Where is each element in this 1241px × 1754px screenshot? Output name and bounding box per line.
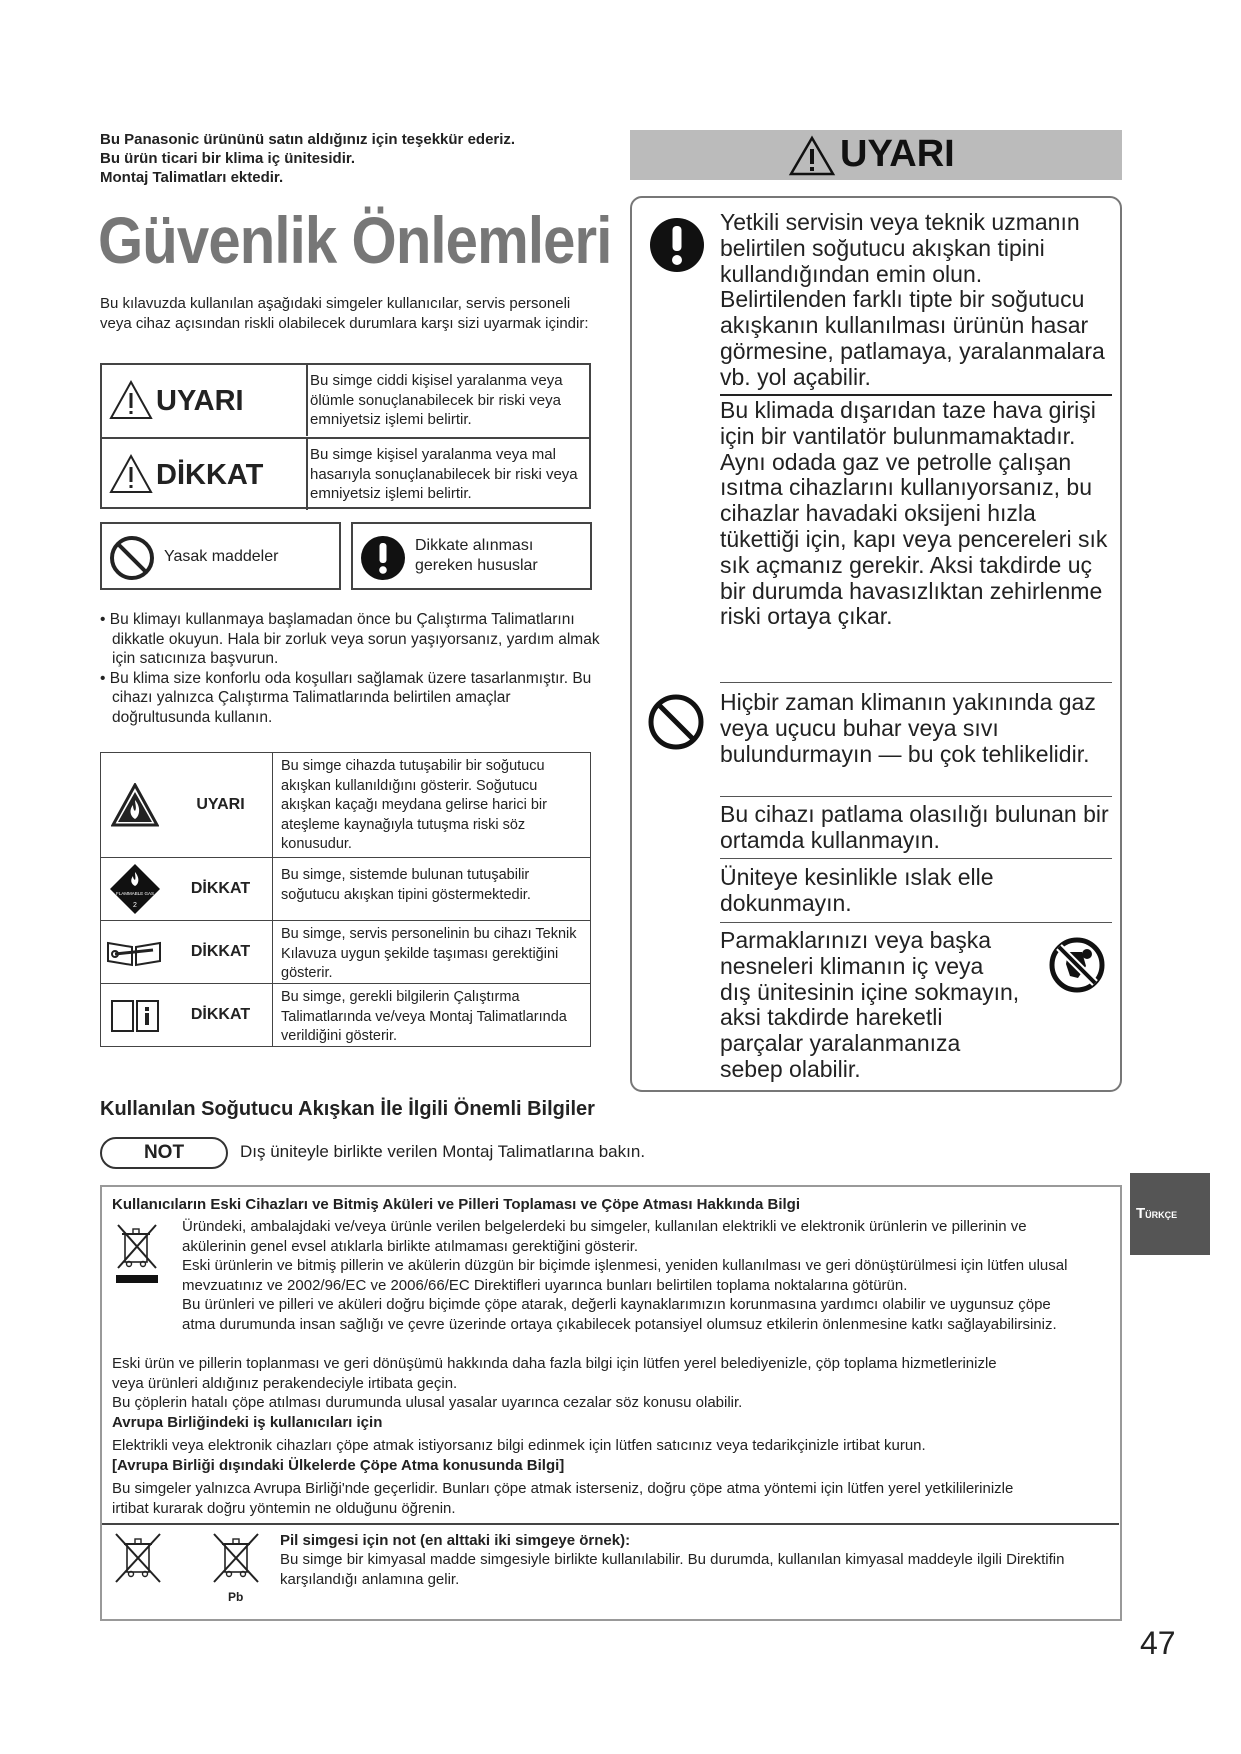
disposal-eu-text: Elektrikli veya elektronik cihazları çöpe atmak istiyorsanız bilgi edinmek için lütfen satıcınız veya tedarikçinizle irtibat kurun.: [112, 1437, 926, 1454]
table-label: UYARI: [169, 753, 273, 857]
disposal-para-3: Bu ürünleri ve pilleri ve aküleri doğru biçimde çöpe atarak, değerli kaynaklarımızın korunmasına yardımcı olabilir ve uygunsuz çöpe atma durumunda insan sağlığı ve çevre üzerinde ortaya çıkabilecek potansiyel olumsuz etkilerin önlenmesine katkı sağlayabilirsiniz.: [182, 1296, 1057, 1333]
symbol-table: [100, 752, 591, 1047]
intro-line-1: Bu Panasonic ürününü satın aldığınız için teşekkür ederiz.: [100, 131, 516, 148]
table-text: Bu simge cihazda tutuşabilir bir soğutucu akışkan kullanıldığını gösterir. Soğutucu akışkan kaçağı meydana gelirse harici bir ateşleme kaynağıyla tutuşma riski söz konusudur.: [281, 758, 547, 852]
pb-label: Pb: [228, 1590, 244, 1604]
signal-word-legend: [100, 363, 591, 509]
divider: [720, 682, 1112, 683]
manual-info-icon: [110, 997, 160, 1033]
table-row: [101, 920, 590, 983]
warning-item: Parmaklarınızı veya başka nesneleri klimanın iç veya dış ünitesinin içine sokmayın, aksi takdirde hareketli parçalar yaralanmanıza sebep olabilir.: [720, 927, 1020, 1082]
bullet-list: [100, 610, 600, 727]
divider: [720, 922, 1112, 923]
service-manual-icon: [105, 937, 163, 967]
disposal-para-2: Eski ürünlerin ve bitmiş pillerin ve akülerin düzgün bir biçimde işlenmesi, yeniden kullanılması ve geri dönüştürülmesi için lütfen ulusal mevzuatınız ve 2002/96/EC ve 2006/66/EC Direktifleri uyarınca bunları belirtilen toplama noktalarına götürün.: [182, 1257, 1068, 1294]
warning-item: Yetkili servisin veya teknik uzmanın belirtilen soğutucu akışkan tipini kullandığından emin olun. Belirtilenden farklı tipte bir soğutucu akışkanın kullanılması ürünün hasar görmesine, patlamaya, yaralanmalara vb. yol açabilir.: [720, 209, 1105, 390]
diamond-number: 2: [133, 902, 137, 909]
disposal-noneu-heading: [Avrupa Birliği dışındaki Ülkelerde Çöpe Atma konusunda Bilgi]: [112, 1457, 565, 1474]
battery-note-text: Bu simge bir kimyasal madde simgesiyle birlikte kullanılabilir. Bu durumda, kullanılan kimyasal maddeyle ilgili Direktifin karşılandığı anlamına gelir.: [280, 1551, 1065, 1588]
warning-triangle-icon: [788, 135, 836, 177]
table-row: [101, 857, 590, 920]
language-tab: [1130, 1173, 1210, 1255]
warning-header-label: UYARI: [840, 133, 955, 175]
legend-uyari-label: UYARI: [156, 385, 244, 417]
warning-item: Hiçbir zaman klimanın yakınında gaz veya uçucu buhar veya sıvı bulundurmayın — bu çok tehlikelidir.: [720, 689, 1096, 767]
not-text: Dış üniteyle birlikte verilen Montaj Talimatlarına bakın.: [240, 1142, 646, 1161]
caution-triangle-icon: [108, 453, 154, 495]
table-label: DİKKAT: [169, 984, 273, 1046]
warning-item: Üniteye kesinlikle ıslak elle dokunmayın.: [720, 864, 994, 916]
prohibited-icon: [646, 692, 706, 752]
refrigerant-heading: Kullanılan Soğutucu Akışkan İle İlgili Önemli Bilgiler: [100, 1098, 595, 1120]
attention-symbol-box: [351, 522, 592, 590]
divider: [720, 796, 1112, 797]
divider: [102, 1523, 1119, 1525]
table-label: DİKKAT: [169, 858, 273, 920]
legend-row-dikkat: [102, 437, 589, 510]
crossed-bin-icon: [210, 1532, 262, 1588]
no-fingers-icon: [1048, 936, 1106, 994]
prohibited-symbol-box: [100, 522, 341, 590]
legend-row-uyari: [102, 365, 589, 436]
list-item: • Bu klimayı kullanmaya başlamadan önce bu Çalıştırma Talimatlarını dikkatle okuyun. Hala bir zorluk veya sorun yaşıyorsanız, yardım almak için satıcınıza başvurun.: [100, 611, 600, 667]
warning-triangle-icon: [108, 379, 154, 421]
disposal-noneu-text: Bu simgeler yalnızca Avrupa Birliği'nde geçerlidir. Bunları çöpe atmak isterseniz, doğru çöpe atma yöntemi için lütfen yerel yetkililerinizle irtibat kurarak doğru yöntemin ne olduğunu öğrenin.: [112, 1480, 1014, 1517]
crossed-bin-icon: [112, 1532, 164, 1588]
table-label: DİKKAT: [169, 921, 273, 983]
not-badge: NOT: [100, 1137, 228, 1169]
page-title: Güvenlik Önlemleri: [98, 203, 612, 277]
crossed-bin-icon: [114, 1222, 160, 1284]
warning-item: Bu cihazı patlama olasılığı bulunan bir ortamda kullanmayın.: [720, 801, 1109, 853]
legend-dikkat-text: Bu simge kişisel yaralanma veya mal hasarıyla sonuçlanabilecek bir riski veya emniyetsiz işlemi belirtir.: [310, 446, 578, 502]
attention-label-2: gereken hususlar: [415, 557, 538, 574]
language-tab-initial: T: [1136, 1205, 1146, 1222]
intro-line-3: Montaj Talimatları ektedir.: [100, 169, 284, 186]
battery-note-heading: Pil simgesi için not (en alttaki iki simgeye örnek):: [280, 1532, 631, 1549]
intro-description: Bu kılavuzda kullanılan aşağıdaki simgeler kullanıcılar, servis personeli veya cihaz açısından riskli olabilecek durumlara karşı sizi uyarmak içindir:: [100, 295, 589, 332]
flammable-gas-diamond-icon: [109, 863, 161, 915]
page-number: 47: [1140, 1625, 1176, 1661]
legend-dikkat-label: DİKKAT: [156, 459, 264, 491]
table-row: [101, 983, 590, 1046]
disposal-para-5: Bu çöplerin hatalı çöpe atılması durumunda ulusal yasalar uyarınca cezalar söz konusu olabilir.: [112, 1394, 743, 1411]
disposal-info-box: [100, 1185, 1122, 1621]
flammable-warning-icon: [111, 783, 159, 827]
table-row: [101, 753, 590, 857]
table-text: Bu simge, gerekli bilgilerin Çalıştırma Talimatlarında ve/veya Montaj Talimatlarında verildiğini gösterir.: [281, 989, 567, 1044]
intro-text: [100, 130, 620, 187]
divider: [720, 394, 1112, 396]
warning-item: Bu klimada dışarıdan taze hava girişi için bir vantilatör bulunmamaktadır. Aynı odada gaz ve petrolle çalışan ısıtma cihazlarını kullanıyorsanız, bu cihazlar havadaki oksijeni hızla tükettiği için, kapı veya pencereleri sık sık açmanız gerekir. Aksi takdirde uç bir durumda havasızlıktan zehirlenme riski ortaya çıkar.: [720, 397, 1108, 630]
warning-box: [630, 196, 1122, 1092]
exclamation-icon: [359, 534, 407, 582]
exclamation-icon: [648, 216, 706, 274]
divider: [720, 858, 1112, 859]
legend-uyari-text: Bu simge ciddi kişisel yaralanma veya ölümle sonuçlanabilecek bir riski veya emniyetsiz işlemi belirtir.: [310, 372, 563, 428]
table-text: Bu simge, sistemde bulunan tutuşabilir soğutucu akışkan tipini göstermektedir.: [281, 867, 531, 903]
table-text: Bu simge, servis personelinin bu cihazı Teknik Kılavuza uygun şekilde taşıması gerektiğini gösterir.: [281, 926, 577, 981]
diamond-text: FLAMMABLE GAS: [115, 891, 155, 896]
warning-header: [630, 130, 1122, 180]
intro-line-2: Bu ürün ticari bir klima iç ünitesidir.: [100, 150, 356, 167]
list-item: • Bu klima size konforlu oda koşulları sağlamak üzere tasarlanmıştır. Bu cihazı yalnızca Çalıştırma Talimatlarında belirtilen amaçlar doğrultusunda kullanın.: [100, 669, 592, 726]
disposal-para-4: Eski ürün ve pillerin toplanması ve geri dönüşümü hakkında daha fazla bilgi için lütfen yerel belediyenizle, çöp toplama hizmetlerinizle veya ürünleri aldığınız perakendeciyle irtibata geçin.: [112, 1355, 997, 1392]
prohibited-icon: [108, 534, 156, 582]
attention-label-1: Dikkate alınması: [415, 537, 534, 554]
prohibited-label: Yasak maddeler: [164, 548, 279, 565]
disposal-para-1: Üründeki, ambalajdaki ve/veya ürünle verilen belgelerdeki bu simgeler, kullanılan elektrikli ve elektronik ürünlerin ve pillerinin ve akülerinin genel evsel atıklarla birlikte atılmaması gerektiğini gösterir.: [182, 1218, 1027, 1255]
language-tab-rest: ÜRKÇE: [1145, 1210, 1178, 1220]
disposal-title: Kullanıcıların Eski Cihazları ve Bitmiş Aküleri ve Pilleri Toplaması ve Çöpe Atması Hakkında Bilgi: [112, 1196, 801, 1213]
disposal-eu-heading: Avrupa Birliğindeki iş kullanıcıları için: [112, 1414, 383, 1431]
